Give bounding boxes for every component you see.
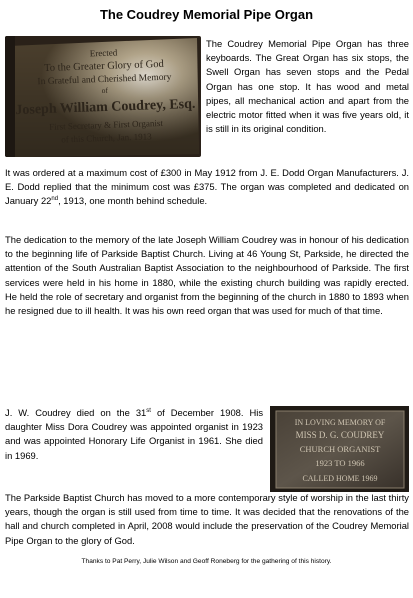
plaque1-line: First Secretary & First Organist [48, 117, 164, 132]
plaque2-line: IN LOVING MEMORY OF [294, 418, 386, 427]
plaque2-line: MISS D. G. COUDREY [295, 430, 385, 440]
paragraph-present-day: The Parkside Baptist Church has moved to a more contemporary style of worship in the last thirty years, though the organ is still used from time to time. It was decided that the renovations of the hall and church completed in April, 2008 would include the preservation of the Coudrey Memorial Pipe Organ to the glory of God. [5, 492, 409, 546]
paragraph-organ-description: The Coudrey Memorial Pipe Organ has three keyboards. The Great Organ has six stops, the Swell Organ has seven stops and the Pedal Organ has one stop. It has wood and metal pipes, all mechanical action and apart from the electric motor fitted when it was five years old, it is still in its original condition. [206, 38, 409, 135]
credits-note: Thanks to Pat Perry, Julie Wilson and Geoff Roneberg for the gathering of this history. [81, 558, 332, 565]
plaque2-photo-graphic [270, 406, 409, 492]
dora-coudrey-plaque-photo [270, 406, 409, 492]
paragraph-coudrey-family: J. W. Coudrey died on the 31st of December 1908. His daughter Miss Dora Coudrey was appointed organist in 1923 and was appointed Honorary Life Organist in 1961. She died in 1969. [5, 407, 264, 461]
plaque2-line: CHURCH ORGANIST [299, 444, 381, 454]
page-title: The Coudrey Memorial Pipe Organ [99, 7, 314, 22]
paragraph-order-history: It was ordered at a maximum cost of £300 in May 1912 from J. E. Dodd Organ Manufacturers. J. E. Dodd replied that the minimum cost was £375. The organ was completed and dedicated on January 22nd, 1913, one month behind schedule. [5, 167, 409, 207]
paragraph-dedication: The dedication to the memory of the late Joseph William Coudrey was in honour of his dedication to the beginning life of Parkside Baptist Church. Living at 46 Young St, Parkside, he directed the attention of the South Australian Baptist Association to the neighbourhood of Parkside. The first services were held in his home in 1880, while the existing church building was rapidly erected. He held the role of secretary and organist from the beginning of the church in 1880 to 1893 when he resigned due to ill health. It was his own reed organ that was used for much of that time. [5, 234, 409, 317]
plaque2-line: CALLED HOME 1969 [302, 474, 378, 483]
plaque1-line: of [101, 85, 109, 96]
memorial-plaque-photo [5, 36, 201, 157]
plaque-photo-graphic [5, 36, 201, 157]
plaque1-line: In Grateful and Cherished Memory [37, 72, 172, 88]
plaque1-line: of this Church, Jan. 1913 [61, 131, 152, 145]
plaque1-line: Joseph William Coudrey, Esq. [15, 96, 196, 119]
plaque1-line: To the Greater Glory of God [43, 58, 164, 75]
plaque2-line: 1923 TO 1966 [315, 458, 365, 468]
plaque1-line: Erected [89, 47, 118, 59]
